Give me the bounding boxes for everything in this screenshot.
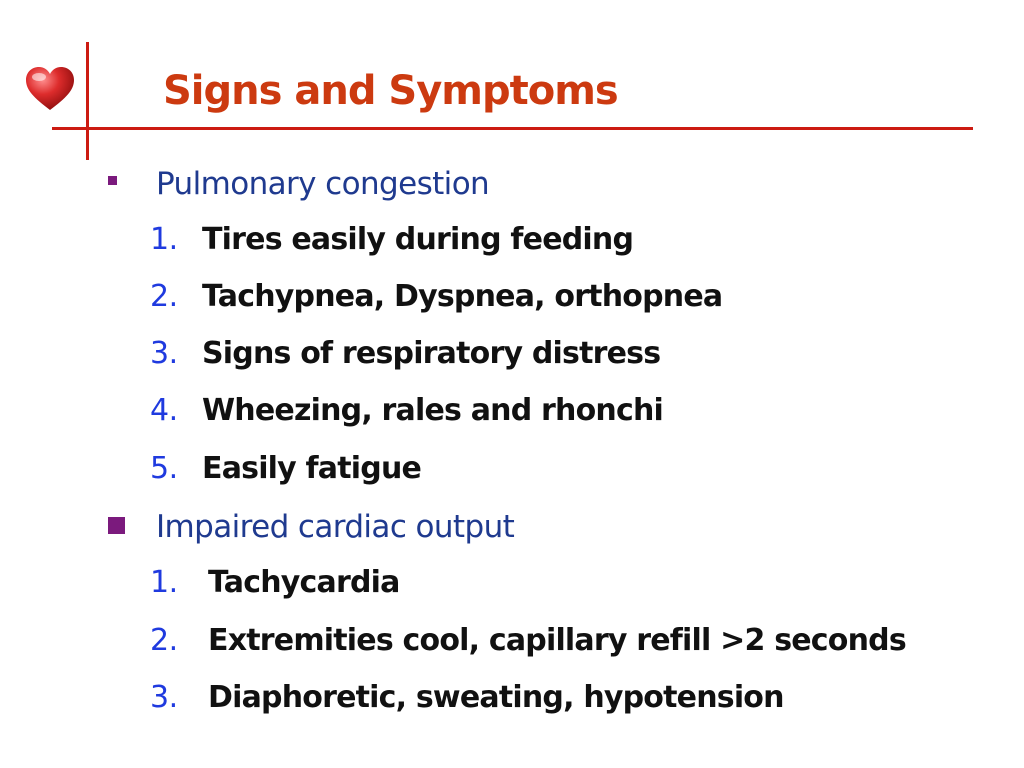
list-item-text: Diaphoretic, sweating, hypotension [208, 680, 784, 715]
section-heading-text: Pulmonary congestion [156, 166, 490, 202]
list-item-text: Easily fatigue [202, 451, 422, 486]
list-item-number: 3. [150, 680, 178, 715]
list-item-text: Tires easily during feeding [202, 222, 634, 257]
list-item-number: 2. [150, 279, 178, 314]
vertical-rule [86, 42, 89, 160]
horizontal-rule [52, 127, 973, 130]
square-bullet-icon [108, 176, 117, 185]
heart-icon [24, 66, 76, 112]
list-item-text: Signs of respiratory distress [202, 336, 661, 371]
list-item-number: 2. [150, 623, 178, 658]
list-item-number: 1. [150, 222, 178, 257]
list-item-text: Extremities cool, capillary refill >2 seconds [208, 623, 906, 658]
list-item-number: 5. [150, 451, 178, 486]
list-item-text: Tachypnea, Dyspnea, orthopnea [202, 279, 723, 314]
list-item-number: 1. [150, 565, 178, 600]
list-item-number: 3. [150, 336, 178, 371]
list-item-text: Tachycardia [208, 565, 400, 600]
list-item-number: 4. [150, 393, 178, 428]
list-item-text: Wheezing, rales and rhonchi [202, 393, 663, 428]
slide-title: Signs and Symptoms [163, 68, 618, 114]
section-heading-text: Impaired cardiac output [156, 509, 515, 545]
square-bullet-icon [108, 517, 125, 534]
